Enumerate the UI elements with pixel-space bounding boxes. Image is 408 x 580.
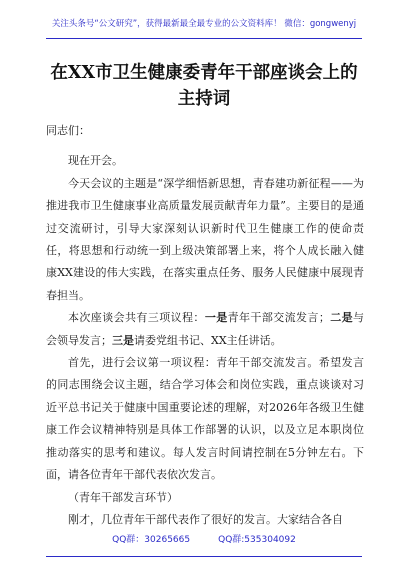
footer-contact xyxy=(46,533,362,547)
agenda-intro: 本次座谈会共有三项议程： xyxy=(68,311,205,325)
header-divider xyxy=(46,38,362,39)
agenda-item-1-marker: 一是 xyxy=(204,311,228,325)
document-title-line-2: 主持词 xyxy=(177,89,231,109)
paragraph-theme: 今天会议的主题是“深学细悟新思想，青春建功新征程——为推进我市卫生健康事业高质量发展贡献青年力量”。主要目的是通过交流研讨，引导大家深刻认识新时代卫生健康工作的使命责任，将思想和行动统一到上级决策部署上来，将个人成长融入健康XX建设的伟大实践，在落实重点任务、服务人民健康中展现青春担当。 xyxy=(46,176,364,302)
agenda-item-2-marker: 二是 xyxy=(329,311,354,325)
document-body xyxy=(46,120,364,531)
qq-group-1: QQ群：30265665 xyxy=(112,535,191,545)
agenda-item-2: 与会领导发言； xyxy=(46,311,365,347)
footer-divider xyxy=(46,556,362,557)
paragraph-speech-session: （青年干部发言环节） xyxy=(68,490,178,504)
paragraph-summary: 刚才，几位青年干部代表作了很好的发言。大家结合各自 xyxy=(68,512,343,526)
document-title xyxy=(40,60,368,112)
header-banner: 关注头条号“公文研究”，获得最新最全最专业的公文资料库！ 微信：gongwenyj xyxy=(51,19,357,29)
paragraph-agenda xyxy=(46,307,364,352)
agenda-item-3-marker: 三是 xyxy=(112,333,134,347)
document-title-line-1: 在XX市卫生健康委青年干部座谈会上的 xyxy=(50,63,358,83)
paragraph-first-agenda: 首先，进行会议第一项议程：青年干部交流发言。希望发言的同志围绕会议主题，结合学习体会和岗位实践，重点谈谈对习近平总书记关于健康中国重要论述的理解，对2026年各级卫生健康工作会议精神特别是具体工作部署的认识，以及立足本职岗位推动落实的思考和建议。每人发言时间请控制在5分钟左右。下面，请各位青年干部代表依次发言。 xyxy=(46,356,364,482)
qq-group-2: QQ群:535304092 xyxy=(218,535,296,545)
paragraph-opening: 现在开会。 xyxy=(68,154,123,168)
agenda-item-3: 请委党组书记、XX主任讲话。 xyxy=(134,333,282,347)
agenda-item-1: 青年干部交流发言； xyxy=(227,311,330,325)
salutation: 同志们： xyxy=(46,124,90,137)
